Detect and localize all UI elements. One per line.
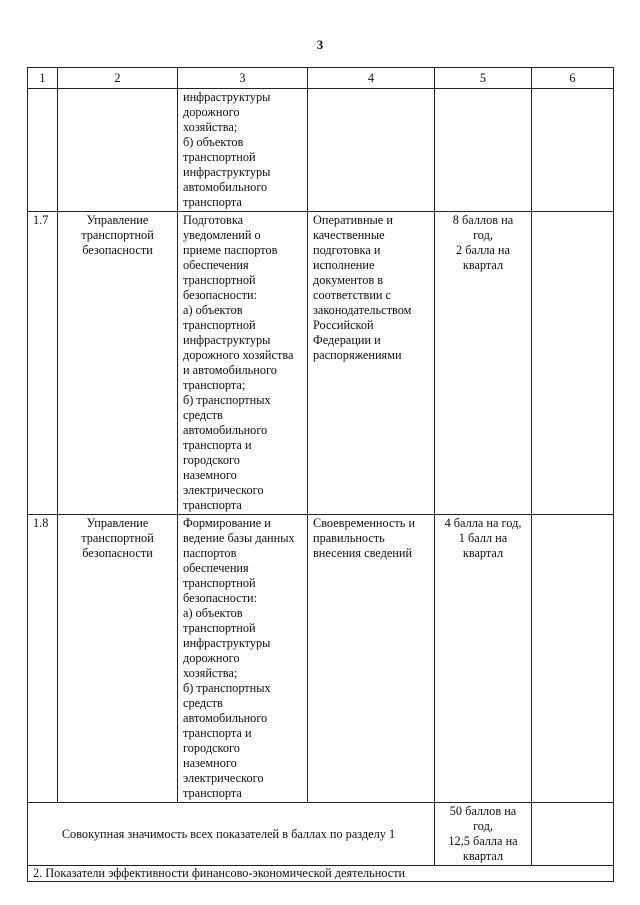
indicator-name-line: б) объектов [183,135,244,149]
responsible-unit [58,89,178,212]
header-row [28,68,614,89]
indicator-name-line: автомобильного [183,423,268,437]
header-cell-3: 3 [178,68,308,89]
table-row [28,89,614,212]
indicators-table [27,67,614,882]
total-points [435,803,532,866]
indicator-name-line: паспортов [183,546,237,560]
column-6-cell [532,212,614,515]
total-points-line: год, [473,819,493,833]
column-6-cell [532,89,614,212]
points-value [435,89,532,212]
evaluation-criteria-line: Оперативные и [313,213,393,227]
points-value-line: квартал [462,258,504,272]
evaluation-criteria-line: распоряжениями [313,348,402,362]
indicator-name-line: электрического [183,483,264,497]
total-column-6 [532,803,614,866]
indicator-name-line: транспорта и [183,726,252,740]
header-cell-1: 1 [28,68,58,89]
indicator-name-line: транспорта [183,786,242,800]
total-points-line: 12,5 балла на [448,834,518,848]
row-number: 1.8 [28,515,58,803]
evaluation-criteria-line: Своевременность и [313,516,416,530]
indicator-name-line: ведение базы данных [183,531,295,545]
points-value-line: год, [473,228,493,242]
responsible-unit-line: безопасности [82,546,153,560]
indicator-name-line: городского [183,453,240,467]
indicator-name-line: б) транспортных [183,393,271,407]
evaluation-criteria-line: документов в [313,273,384,287]
indicator-name-line: безопасности: [183,591,257,605]
indicator-name-line: транспорта и [183,438,252,452]
indicator-name-line: уведомлений о [183,228,261,242]
evaluation-criteria [308,515,435,803]
evaluation-criteria [308,212,435,515]
indicator-name-line: безопасности: [183,288,257,302]
points-value-line: квартал [462,546,504,560]
indicator-name-line: дорожного хозяйства [183,348,294,362]
evaluation-criteria [308,89,435,212]
header-cell-2: 2 [58,68,178,89]
indicator-name-line: обеспечения [183,561,249,575]
responsible-unit [58,515,178,803]
indicator-name-line: Подготовка [183,213,244,227]
section-heading: 2. Показатели эффективности финансово-экономической деятельности [28,866,614,882]
page-number: 3 [316,37,324,52]
responsible-unit [58,212,178,515]
indicator-name-line: инфраструктуры [183,90,271,104]
indicator-name-line: Формирование и [183,516,271,530]
points-value-line: 2 балла на [456,243,510,257]
indicator-name-line: инфраструктуры [183,165,271,179]
total-row [28,803,614,866]
indicator-name-line: средств [183,696,223,710]
indicator-name-line: транспорта [183,195,242,209]
row-number: 1.7 [28,212,58,515]
responsible-unit-line: транспортной [81,228,154,242]
evaluation-criteria-line: исполнение [313,258,375,272]
indicator-name-line: транспорта [183,498,242,512]
indicator-name-line: инфраструктуры [183,636,271,650]
indicator-name-line: автомобильного [183,711,268,725]
indicator-name-line: приеме паспортов [183,243,278,257]
responsible-unit-line: транспортной [81,531,154,545]
indicator-name-line: автомобильного [183,180,268,194]
indicator-name-line: б) транспортных [183,681,271,695]
evaluation-criteria-line: Федерации и [313,333,381,347]
indicator-name [178,212,308,515]
header-cell-5: 5 [435,68,532,89]
evaluation-criteria-line: законодательством [313,303,412,317]
evaluation-criteria-line: качественные [313,228,385,242]
header-cell-4: 4 [308,68,435,89]
section-row [28,866,614,882]
points-value-line: 1 балл на [458,531,508,545]
indicator-name-line: инфраструктуры [183,333,271,347]
evaluation-criteria-line: подготовка и [313,243,381,257]
header-cell-6: 6 [532,68,614,89]
indicator-name-line: транспортной [183,576,256,590]
indicator-name [178,89,308,212]
indicator-name-line: обеспечения [183,258,249,272]
evaluation-criteria-line: правильность [313,531,385,545]
responsible-unit-line: Управление [86,213,149,227]
indicator-name-line: электрического [183,771,264,785]
indicator-name-line: транспортной [183,273,256,287]
indicator-name-line: наземного [183,756,237,770]
points-value-line: 4 балла на год, [444,516,522,530]
indicator-name-line: хозяйства; [183,666,238,680]
column-6-cell [532,515,614,803]
evaluation-criteria-line: соответствии с [313,288,392,302]
points-value [435,212,532,515]
indicator-name-line: дорожного [183,105,240,119]
points-value [435,515,532,803]
total-points-line: квартал [462,849,504,863]
indicator-name-line: а) объектов [183,606,243,620]
indicator-name-line: транспортной [183,621,256,635]
indicator-name-line: и автомобильного [183,363,277,377]
indicator-name-line: транспортной [183,318,256,332]
indicator-name [178,515,308,803]
evaluation-criteria-line: Российской [313,318,374,332]
indicator-name-line: наземного [183,468,237,482]
indicator-name-line: а) объектов [183,303,243,317]
indicator-name-line: средств [183,408,223,422]
indicator-name-line: дорожного [183,651,240,665]
evaluation-criteria-line: внесения сведений [313,546,413,560]
table-row [28,515,614,803]
indicator-name-line: городского [183,741,240,755]
indicator-name-line: транспорта; [183,378,246,392]
total-label: Совокупная значимость всех показателей в баллах по разделу 1 [28,803,435,866]
points-value-line: 8 баллов на [452,213,514,227]
row-number [28,89,58,212]
responsible-unit-line: Управление [86,516,149,530]
total-points-line: 50 баллов на [449,804,517,818]
indicator-name-line: транспортной [183,150,256,164]
indicator-name-line: хозяйства; [183,120,238,134]
responsible-unit-line: безопасности [82,243,153,257]
table-row [28,212,614,515]
